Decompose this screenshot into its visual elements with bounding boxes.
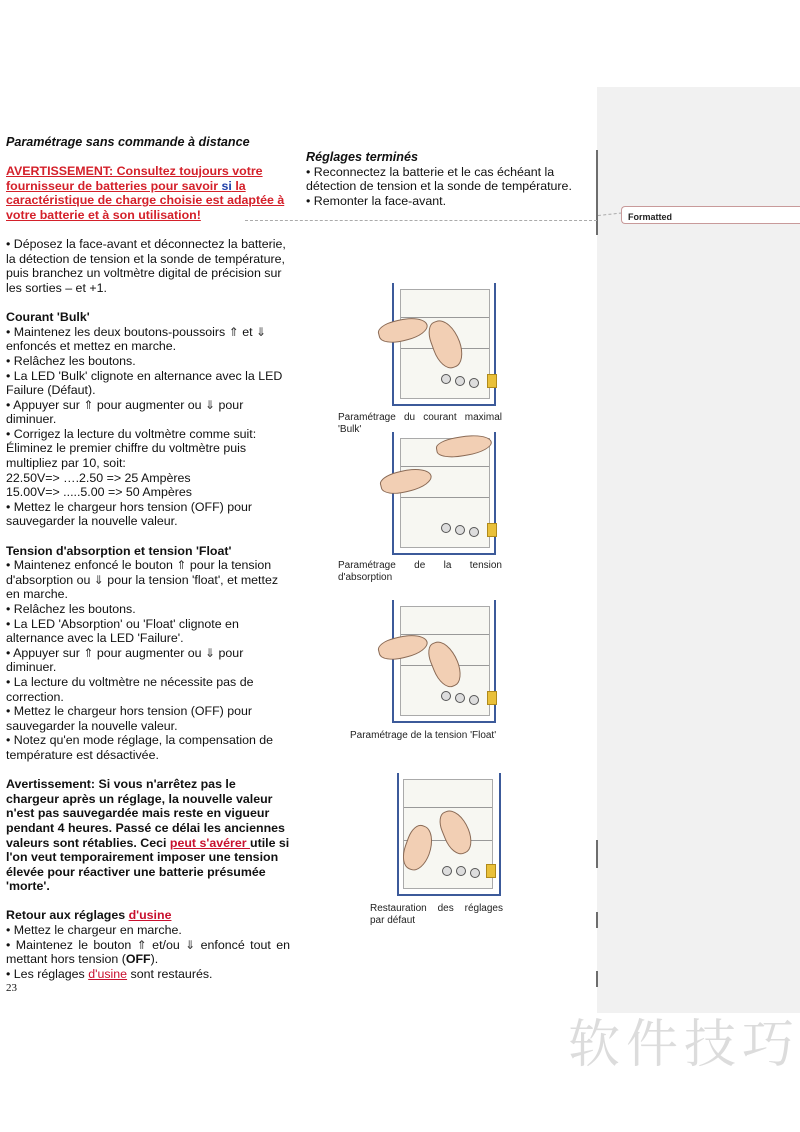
factory-heading: Retour aux réglages d'usine <box>6 908 172 923</box>
down-arrow-icon: ⇓ <box>205 397 216 412</box>
bulk-heading: Courant 'Bulk' <box>6 310 90 325</box>
absorption-heading: Tension d'absorption et tension 'Float' <box>6 543 232 558</box>
tracked-change[interactable]: d'usine <box>128 908 172 923</box>
figure-caption: Restauration des réglages par défaut <box>370 903 503 926</box>
bulk-step: • Appuyer sur ⇑ pour augmenter ou ⇓ pour diminuer. <box>6 397 244 427</box>
factory-step: • Les réglages d'usine sont restaurés. <box>6 966 213 981</box>
figure-caption: Paramétrage de la tension 'Float' <box>350 730 497 741</box>
change-bar <box>596 150 598 235</box>
comment-margin-panel <box>597 87 800 1013</box>
bulk-step: • Relâchez les boutons. <box>6 353 136 368</box>
absorption-step: • La lecture du voltmètre ne nécessite pas de correction. <box>6 674 254 704</box>
change-bar <box>596 971 598 987</box>
section-title: Paramétrage sans commande à distance <box>6 135 250 149</box>
bulk-example: 22.50V=> ….2.50 => 25 Ampères <box>6 470 191 485</box>
change-bar <box>596 840 598 868</box>
intro-paragraph: • Déposez la face-avant et déconnectez la batterie, la détection de tension et la sonde de température, puis branchez un voltmètre digital de précision sur les sorties – et +1. <box>6 237 286 295</box>
comment-connector-line <box>245 220 597 221</box>
up-arrow-icon: ⇑ <box>83 397 94 412</box>
warning-text: AVERTISSEMENT: Consultez toujours votre fournisseur de batteries pour savoir si la caractéristique de charge choisie est adaptée à votre batterie et à son utilisation! <box>6 164 285 222</box>
formatted-comment-balloon[interactable]: Formatted <box>621 206 800 224</box>
left-column <box>6 135 290 996</box>
finish-step: • Reconnectez la batterie et le cas échéant la détection de tension et la sonde de température. <box>306 164 572 194</box>
figure-absorption <box>390 432 500 557</box>
absorption-step: • La LED 'Absorption' ou 'Float' clignote en alternance avec la LED 'Failure'. <box>6 616 239 646</box>
bulk-step: • Mettez le chargeur hors tension (OFF) pour sauvegarder la nouvelle valeur. <box>6 499 253 529</box>
section-title: Réglages terminés <box>306 150 418 164</box>
absorption-step: • Relâchez les boutons. <box>6 602 136 616</box>
down-arrow-icon: ⇓ <box>205 645 216 660</box>
tracked-change[interactable]: d'usine <box>88 966 128 981</box>
right-column <box>306 150 596 208</box>
bulk-step: • La LED 'Bulk' clignote en alternance avec la LED Failure (Défaut). <box>6 368 283 398</box>
page-number: 23 <box>6 982 17 995</box>
down-arrow-icon: ⇓ <box>93 572 104 587</box>
up-arrow-icon: ⇑ <box>176 558 187 573</box>
change-bar <box>596 912 598 928</box>
watermark: 软件技巧 <box>568 1015 800 1075</box>
absorption-step: • Maintenez enfoncé le bouton ⇑ pour la tension d'absorption ou ⇓ pour la tension 'float', et mettez en marche. <box>6 558 279 602</box>
down-arrow-icon: ⇓ <box>185 937 196 952</box>
absorption-step: • Notez qu'en mode réglage, la compensation de température est désactivée. <box>6 733 274 762</box>
bulk-step: • Corrigez la lecture du voltmètre comme suit: Éliminez le premier chiffre du voltmètre puis multipliez par 10, soit: <box>6 426 257 471</box>
finish-step: • Remonter la face-avant. <box>306 193 447 208</box>
figure-factory-reset <box>395 773 505 898</box>
absorption-step: • Appuyer sur ⇑ pour augmenter ou ⇓ pour diminuer. <box>6 645 244 675</box>
factory-step: • Maintenez le bouton ⇑ et/ou ⇓ enfoncé tout en mettant hors tension (OFF). <box>6 937 290 967</box>
bulk-example: 15.00V=> .....5.00 => 50 Ampères <box>6 485 192 500</box>
bulk-step: • Maintenez les deux boutons-poussoirs ⇑ et ⇓ enfoncés et mettez en marche. <box>6 324 267 354</box>
avertissement-paragraph: Avertissement: Si vous n'arrêtez pas le chargeur après un réglage, la nouvelle valeur n'est pas sauvegardée mais reste en vigueur pendant 4 heures. Passé ce délai les anciennes valeurs sont rétablies. Ceci peut s'avérer utile si l'on veut temporairement imposer une tension élevée pour réactiver une batterie présumée 'morte'. <box>6 777 290 894</box>
up-arrow-icon: ⇑ <box>228 324 239 339</box>
up-arrow-icon: ⇑ <box>83 645 94 660</box>
figure-float <box>390 600 500 725</box>
absorption-step: • Mettez le chargeur hors tension (OFF) pour sauvegarder la nouvelle valeur. <box>6 704 253 733</box>
up-arrow-icon: ⇑ <box>136 937 147 952</box>
tracked-change[interactable]: peut s'avérer <box>169 835 250 850</box>
figure-bulk <box>390 283 500 408</box>
down-arrow-icon: ⇓ <box>255 324 267 339</box>
factory-step: • Mettez le chargeur en marche. <box>6 923 182 938</box>
figure-caption: Paramétrage du courant maximal 'Bulk' <box>338 412 502 435</box>
figure-caption: Paramétrage de la tension d'absorption <box>338 560 502 583</box>
